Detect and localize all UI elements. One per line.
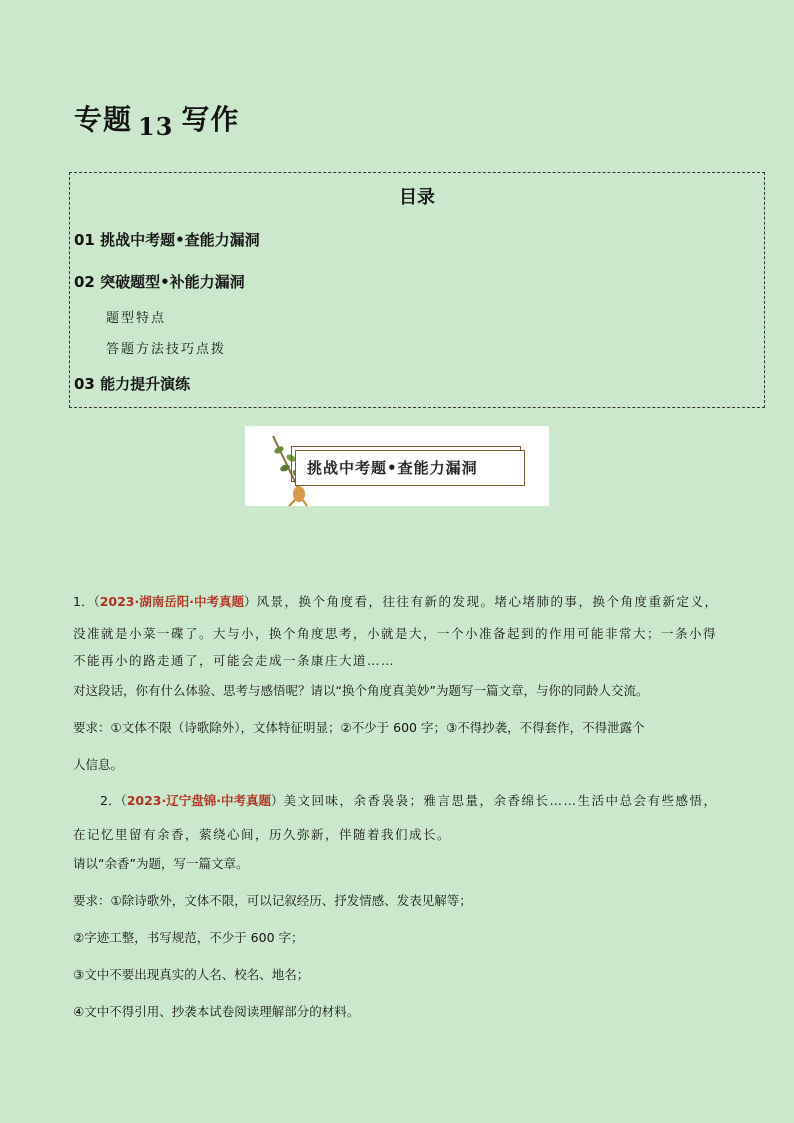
q2-line6: ③文中不要出现真实的人名、校名、地名； <box>73 967 310 982</box>
q2-line4: 要求：①除诗歌外，文体不限，可以记叙经历、抒发情感、发表见解等； <box>73 893 472 908</box>
title-suffix: 写作 <box>181 103 240 136</box>
q2-line3: 请以“余香”为题，写一篇文章。 <box>73 856 249 871</box>
toc-item-1[interactable]: 01 挑战中考题•查能力漏洞 <box>74 231 260 249</box>
q2-source: 2023·辽宁盘锦·中考真题 <box>126 793 272 808</box>
table-of-contents <box>69 172 765 408</box>
q1-open-paren: （ <box>93 594 100 609</box>
toc-heading: 目录 <box>399 187 435 208</box>
q2-text-1: 美文回味，余香袅袅；雅言思量，余香绵长……生活中总会有些感悟， <box>283 793 718 808</box>
q1-source: 2023·湖南岳阳·中考真题 <box>99 594 245 609</box>
q2-close-paren: ） <box>271 793 284 808</box>
q1-line5: 要求：①文体不限（诗歌除外），文体特征明显；②不少于 600 字；③不得抄袭，不得套作，不得泄露个 <box>73 720 645 735</box>
q1-line3: 不能再小的路走通了，可能会走成一条康庄大道…… <box>73 653 396 668</box>
q1-line6: 人信息。 <box>73 757 124 772</box>
section-banner <box>245 426 549 506</box>
q1-number: 1． <box>73 594 94 609</box>
title-prefix: 专题 <box>74 103 133 136</box>
q2-open-paren: （ <box>120 793 127 808</box>
q1-line1 <box>73 594 719 610</box>
q2-line7: ④文中不得引用、抄袭本试卷阅读理解部分的材料。 <box>73 1004 360 1019</box>
q2-line5: ②字迹工整，书写规范，不少于 600 字； <box>73 930 304 945</box>
q1-text-1: 风景，换个角度看，往往有新的发现。堵心堵肺的事，换个角度重新定义， <box>256 594 719 609</box>
banner-label: 挑战中考题•查能力漏洞 <box>307 459 478 477</box>
q1-close-paren: ） <box>244 594 257 609</box>
q2-number: 2． <box>100 793 121 808</box>
q1-line4: 对这段话，你有什么体验、思考与感悟呢？请以“换个角度真美妙”为题写一篇文章，与你的同龄人交流。 <box>73 683 649 698</box>
toc-item-2[interactable]: 02 突破题型•补能力漏洞 <box>74 273 245 291</box>
toc-subitem-2[interactable]: 答题方法技巧点拨 <box>106 342 227 357</box>
q2-line1 <box>100 793 718 809</box>
toc-subitem-1[interactable]: 题型特点 <box>106 311 167 326</box>
title-number: 13 <box>138 112 174 141</box>
q2-line2: 在记忆里留有余香，萦绕心间，历久弥新，伴随着我们成长。 <box>73 827 452 842</box>
page-title <box>74 98 240 141</box>
q1-line2: 没准就是小菜一碟了。大与小，换个角度思考，小就是大，一个小准备起到的作用可能非常大；一条小得 <box>73 626 718 641</box>
toc-item-3[interactable]: 03 能力提升演练 <box>74 375 191 393</box>
